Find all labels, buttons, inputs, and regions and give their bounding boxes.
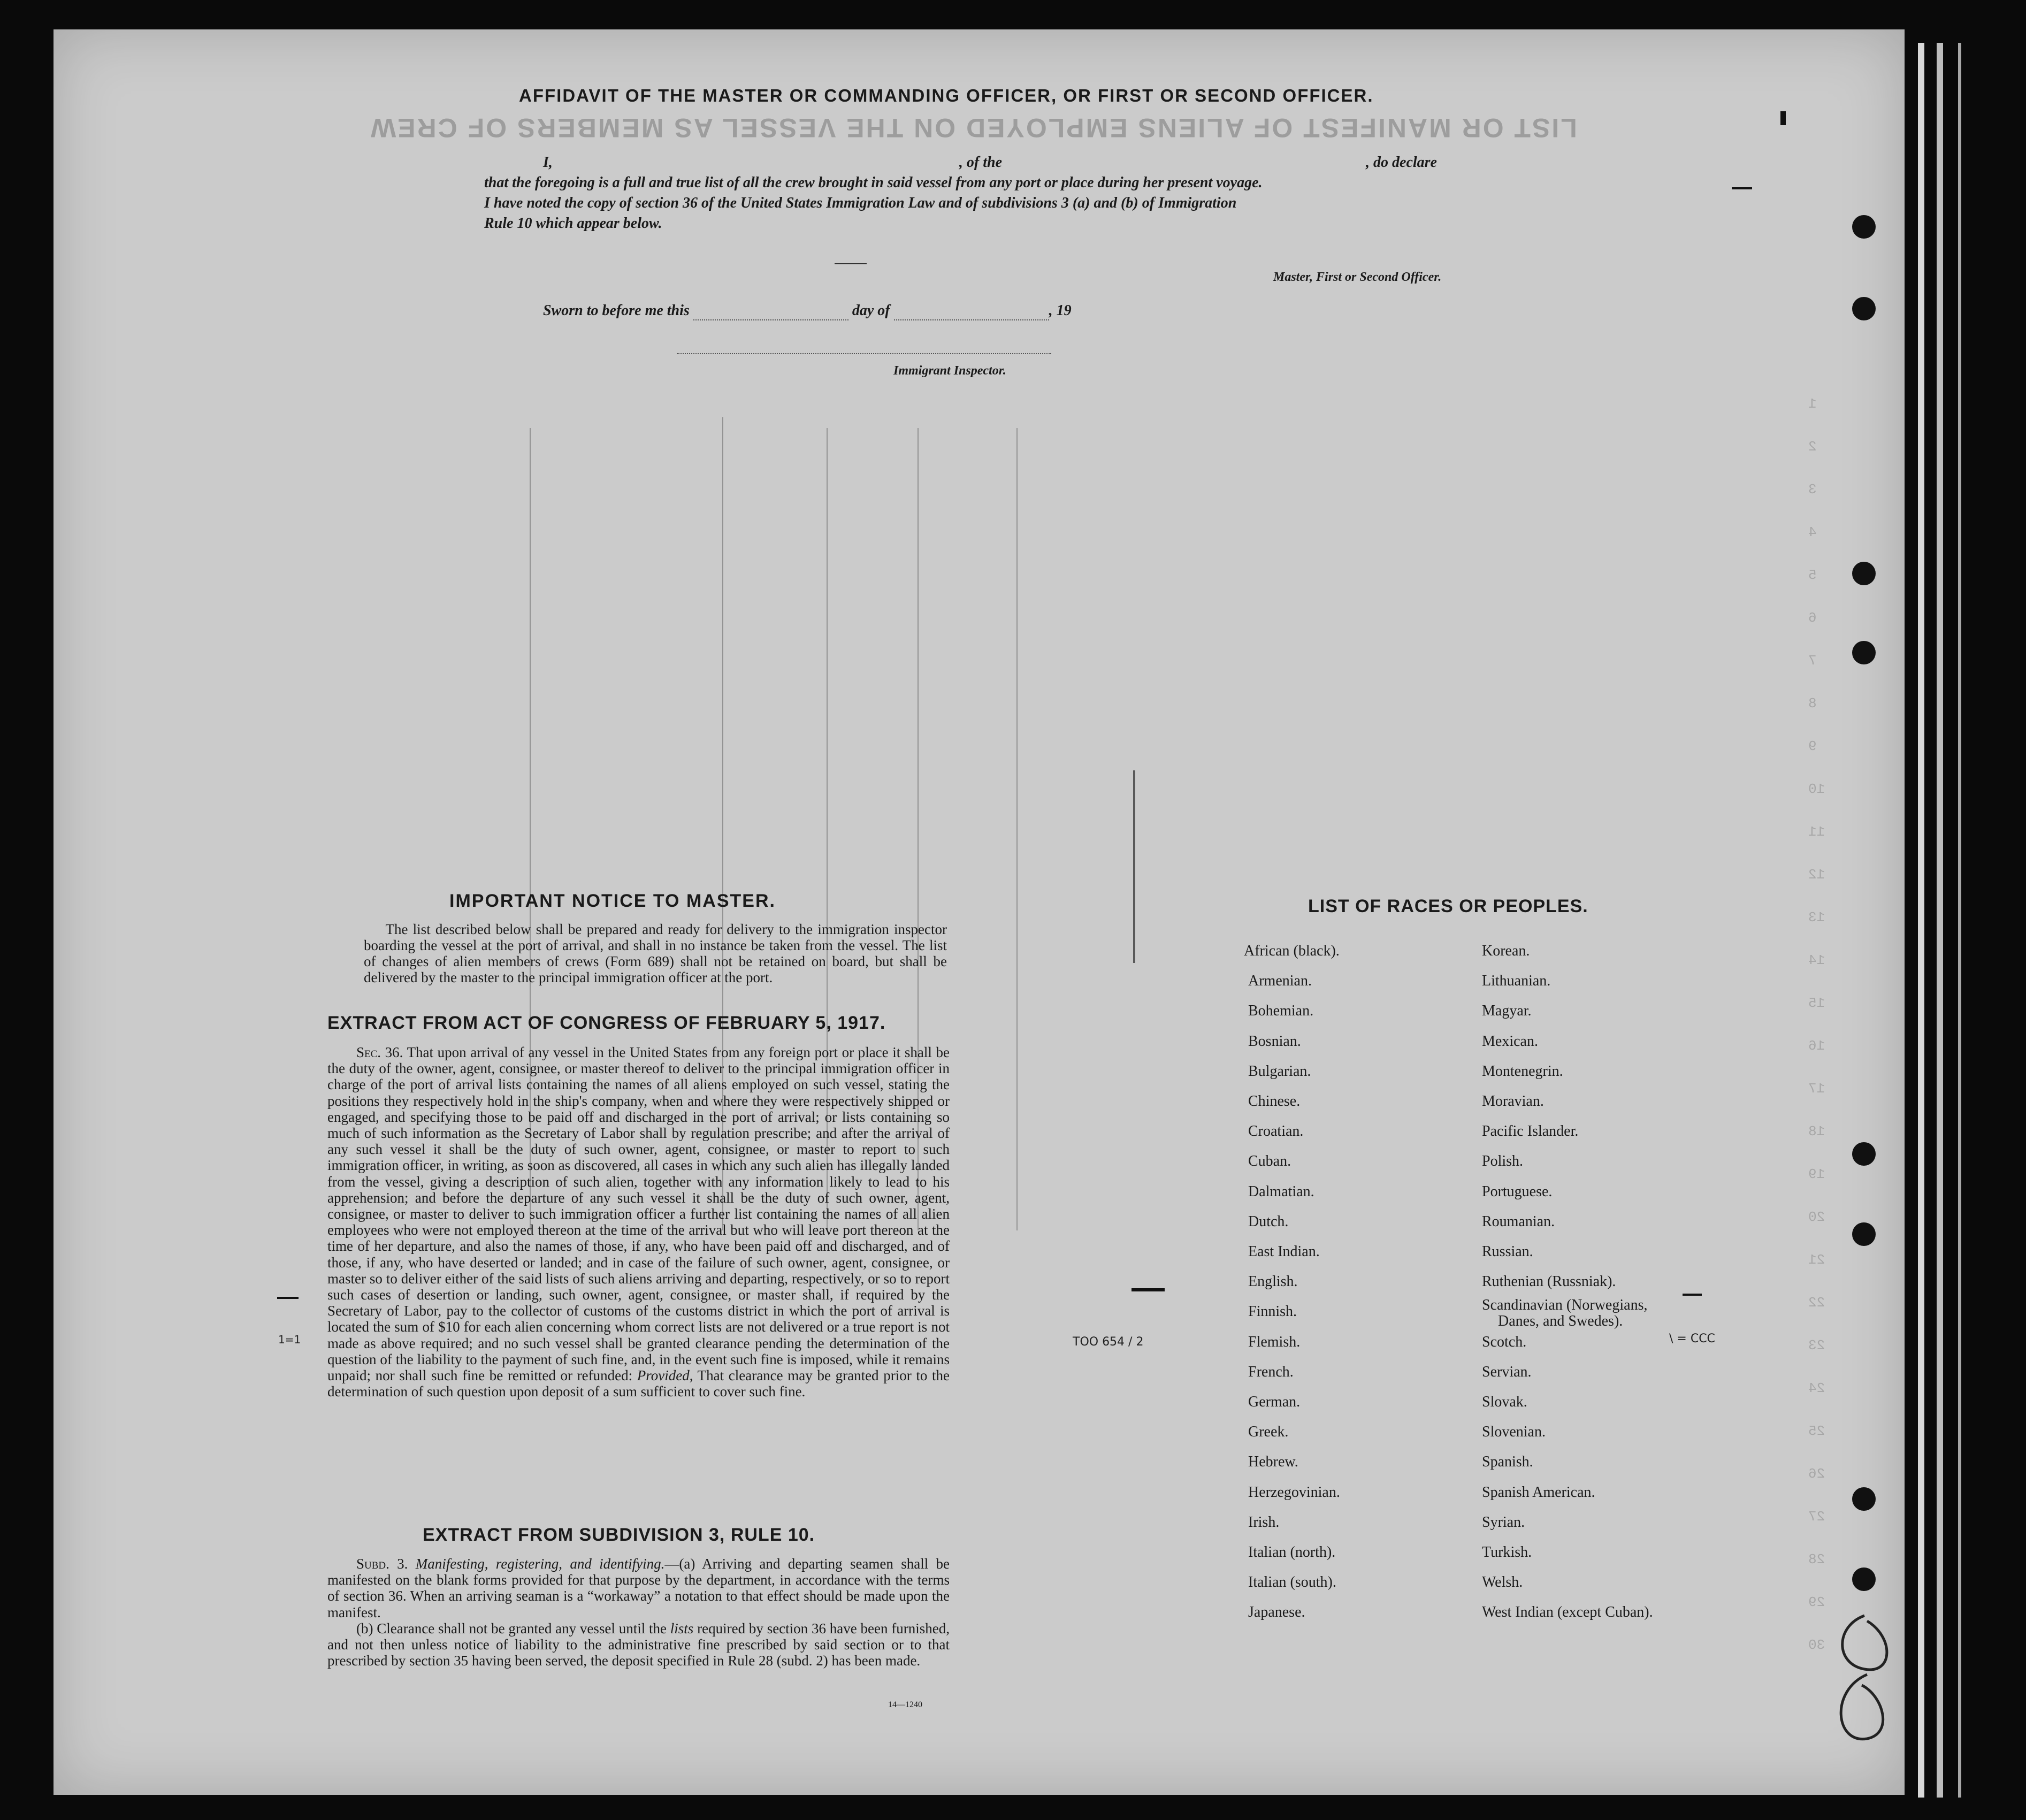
sworn-year: , 19 — [1049, 302, 1072, 319]
bleed-through-rule — [1016, 428, 1018, 1230]
bleed-through-row-number: 1 — [1808, 396, 1817, 412]
handwritten-margin-note: 1=1 — [278, 1333, 301, 1346]
race-item: Ruthenian (Russniak). — [1482, 1273, 1616, 1290]
bleed-through-row-number: 10 — [1808, 781, 1825, 797]
bleed-through-row-number: 28 — [1808, 1551, 1825, 1567]
rule-extract-body — [327, 1556, 950, 1669]
bleed-through-row-number: 14 — [1808, 952, 1825, 968]
race-item: German. — [1248, 1394, 1301, 1410]
bleed-through-row-number: 6 — [1808, 610, 1817, 626]
race-item: Syrian. — [1482, 1513, 1525, 1531]
punch-hole — [1852, 1487, 1876, 1511]
ink-dash — [1732, 187, 1752, 189]
race-item: Bulgarian. — [1248, 1062, 1311, 1080]
bleed-through-row-number: 24 — [1808, 1380, 1825, 1396]
race-item: French. — [1248, 1363, 1294, 1380]
race-item: Montenegrin. — [1482, 1062, 1563, 1080]
section-36-text-end: That clearance may be granted prior to the determination of such question upon deposit of a sum sufficient to cover such fine. — [327, 1367, 950, 1400]
bleed-through-row-number: 26 — [1808, 1466, 1825, 1482]
rule-para-a — [327, 1556, 950, 1620]
bleed-through-row-number: 4 — [1808, 524, 1817, 540]
declaration-i: I, — [543, 154, 553, 171]
race-item: Welsh. — [1482, 1574, 1523, 1591]
race-item: Slovenian. — [1482, 1424, 1546, 1441]
race-item: Armenian. — [1248, 973, 1312, 990]
race-item: Roumanian. — [1482, 1213, 1555, 1230]
race-item: Irish. — [1248, 1513, 1280, 1531]
bleed-through-row-number: 17 — [1808, 1081, 1825, 1097]
bleed-through-row-number: 13 — [1808, 909, 1825, 926]
race-item: Moravian. — [1482, 1093, 1544, 1110]
declaration-line-3: I have noted the copy of section 36 of the United States Immigration Law and of subdivisions 3 (a) and (b) of Immigration — [484, 195, 1237, 211]
rule-para-b — [327, 1620, 950, 1669]
punch-hole — [1852, 1222, 1876, 1246]
race-item: Chinese. — [1248, 1093, 1301, 1110]
bleed-through-row-number: 7 — [1808, 653, 1817, 669]
race-item: Hebrew. — [1248, 1454, 1298, 1471]
bleed-through-row-number: 25 — [1808, 1423, 1825, 1439]
race-item: Italian (north). — [1248, 1544, 1336, 1561]
notice-body: The list described below shall be prepared and ready for delivery to the immigration inspector boarding the vessel at the port of arrival, and shall in no instance be taken from the vessel. The list of changes of alien members of crews (Form 689) shall not be retained on board, but shall be delivered by the master to the principal immigration officer at the port. — [364, 921, 947, 985]
ink-dash — [1683, 1294, 1702, 1296]
affidavit-title: AFFIDAVIT OF THE MASTER OR COMMANDING OFFICER, OR FIRST OR SECOND OFFICER. — [519, 86, 1374, 105]
race-item: Polish. — [1482, 1153, 1524, 1170]
notice-title: IMPORTANT NOTICE TO MASTER. — [449, 891, 776, 911]
race-item: Finnish. — [1248, 1303, 1297, 1320]
punch-hole — [1852, 641, 1876, 664]
bleed-through-row-number: 21 — [1808, 1252, 1825, 1268]
race-item: Bosnian. — [1248, 1033, 1301, 1050]
declaration-line-4: Rule 10 which appear below. — [484, 215, 662, 232]
race-item: Bohemian. — [1248, 1003, 1314, 1020]
provided-word: Provided, — [637, 1367, 693, 1384]
race-item: Japanese. — [1248, 1604, 1305, 1621]
scrawl-stroke — [1841, 1616, 1887, 1739]
punch-hole — [1852, 1567, 1876, 1591]
race-item: Croatian. — [1248, 1123, 1304, 1140]
page-edge — [1958, 43, 1961, 1798]
handwritten-note: TOO 654 / 2 — [1073, 1335, 1144, 1349]
act-extract-body — [327, 1044, 950, 1400]
handwritten-scrawl — [1814, 1605, 1910, 1765]
punch-hole — [1852, 215, 1876, 239]
declaration-of-the: , of the — [959, 154, 1003, 171]
subd-heading: Manifesting, registering, and identifying. — [415, 1556, 665, 1572]
ink-dash — [1131, 1288, 1165, 1291]
declaration-do-declare: , do declare — [1366, 154, 1437, 171]
bleed-through-row-number: 12 — [1808, 867, 1825, 883]
race-item: Servian. — [1482, 1363, 1532, 1380]
race-item: Cuban. — [1248, 1153, 1291, 1170]
bleed-through-title: LIST OR MANIFEST OF ALIENS EMPLOYED ON THE VESSEL AS MEMBERS OF CREW — [369, 113, 1577, 143]
margin-dash — [277, 1297, 299, 1299]
section-label: Sec. 36. — [356, 1044, 403, 1060]
inspector-signature-line — [677, 353, 1051, 354]
subd-body: —(a) Arriving and departing seamen shall be manifested on the blank forms provided for that purpose by the department, in accordance with the terms of section 36. When an arriving seaman is a “workaway” a notation to that effect should be made upon the manifest. — [327, 1556, 950, 1620]
section-36-text: That upon arrival of any vessel in the United States from any foreign port or place it shall be the duty of the owner, agent, consignee, or master thereof to deliver to the principal immigration officer in charge of the port of arrival lists containing the names of all aliens employed on such vessel, stating the positions they respectively hold in the ship's company, when and where they were respectively shipped or engaged, and specifying those to be paid off and discharged in the port of arrival; or lists containing so much of such information as the Secretary of Labor shall by regulation prescribe; and after the arrival of any such vessel it shall be the duty of such owner, agent, consignee, or master to report to such immigration officer, in writing, as soon as discovered, all cases in which any such alien has illegally landed from the vessel, giving a description of such alien, together with any information likely to lead to his apprehension; and before the departure of any such vessel it shall be the duty of such owner, agent, consignee, or master to deliver to such immigration officer a further list containing the names of all alien employees who were not employed thereon at the time of the arrival but who will leave port thereon at the time of her departure, and also the names of those, if any, who have been paid off and discharged, and of those, if any, who have deserted or landed; and in case of the failure of such owner, agent, consignee, or master so to deliver either of the said lists of such aliens arriving and departing, respectively, or so to report such cases of desertion or landing, such owner, agent, consignee, or master shall, if required by the Secretary of Labor, pay to the collector of customs of the customs district in which the port of arrival is located the sum of $10 for each alien concerning whom correct lists are not delivered or a true report is not made as above required; and no such vessel shall be granted clearance pending the determination of the question of the liability to the payment of such fine, and, in the event such fine is imposed, while it remains unpaid; nor shall such fine be remitted or refunded: — [327, 1044, 950, 1384]
bleed-through-row-number: 20 — [1808, 1209, 1825, 1225]
punch-hole — [1852, 1142, 1876, 1166]
master-signature-label: Master, First or Second Officer. — [1273, 270, 1442, 284]
bleed-through-row-number: 2 — [1808, 439, 1817, 455]
race-item: English. — [1248, 1273, 1298, 1290]
para-b-text: (b) Clearance shall not be granted any vessel until the — [356, 1620, 667, 1637]
ink-mark — [1780, 111, 1786, 125]
sworn-day-of: day of — [852, 302, 890, 319]
race-item: Scandinavian (Norwegians, — [1482, 1297, 1648, 1314]
bleed-through-row-number: 9 — [1808, 738, 1817, 754]
bleed-through-row-number: 3 — [1808, 481, 1817, 498]
rule-extract-title: EXTRACT FROM SUBDIVISION 3, RULE 10. — [423, 1525, 815, 1545]
race-item: Spanish American. — [1482, 1483, 1595, 1501]
race-item: Portuguese. — [1482, 1183, 1553, 1200]
sworn-line — [543, 302, 1072, 320]
race-item: Magyar. — [1482, 1003, 1532, 1020]
race-item: West Indian (except Cuban). — [1482, 1604, 1653, 1621]
race-item: East Indian. — [1248, 1243, 1320, 1260]
bleed-through-row-number: 19 — [1808, 1166, 1825, 1182]
bleed-through-row-number: 22 — [1808, 1295, 1825, 1311]
bleed-through-row-number: 29 — [1808, 1594, 1825, 1610]
signature-line-stub — [835, 263, 867, 264]
bleed-through-row-number: 16 — [1808, 1038, 1825, 1054]
race-item: Herzegovinian. — [1248, 1483, 1340, 1501]
race-item: Russian. — [1482, 1243, 1533, 1260]
race-item: Flemish. — [1248, 1333, 1301, 1350]
sworn-text: Sworn to before me this — [543, 302, 690, 319]
document-page — [53, 29, 1905, 1795]
races-title: LIST OF RACES OR PEOPLES. — [1308, 896, 1588, 916]
declaration-line-2: that the foregoing is a full and true list of all the crew brought in said vessel from any port or place during her present voyage. — [484, 174, 1263, 191]
para-b-lists: lists — [670, 1620, 694, 1637]
declaration-line-1 — [484, 152, 1511, 173]
inspector-label: Immigrant Inspector. — [893, 364, 1006, 378]
bleed-through-row-number: 15 — [1808, 995, 1825, 1011]
page-edge — [1937, 43, 1943, 1798]
race-item: Turkish. — [1482, 1544, 1532, 1561]
para-b-text-end: required by section 36 have been furnished, and not then unless notice of liability to the administrative fine prescribed by said section or to that prescribed by section 35 having been served, the deposit specified in Rule 28 (subd. 2) has been made. — [327, 1620, 950, 1669]
bleed-through-row-number: 18 — [1808, 1123, 1825, 1140]
race-item: Greek. — [1248, 1424, 1289, 1441]
race-item: Pacific Islander. — [1482, 1123, 1579, 1140]
bleed-through-row-number: 11 — [1808, 824, 1825, 840]
race-item: Spanish. — [1482, 1454, 1533, 1471]
punch-hole — [1852, 297, 1876, 320]
bleed-through-row-number: 8 — [1808, 695, 1817, 712]
sworn-month-blank — [894, 302, 1049, 320]
race-item: Dutch. — [1248, 1213, 1289, 1230]
race-item: Slovak. — [1482, 1394, 1527, 1410]
page-edge — [1918, 43, 1924, 1798]
race-item: Korean. — [1482, 943, 1530, 959]
bleed-through-row-number: 5 — [1808, 567, 1817, 583]
bleed-through-rule — [1133, 770, 1135, 963]
race-item: Mexican. — [1482, 1033, 1538, 1050]
bleed-through-row-number: 23 — [1808, 1337, 1825, 1353]
sworn-day-blank — [693, 302, 848, 320]
race-item: Scotch. — [1482, 1333, 1527, 1350]
race-item: Italian (south). — [1248, 1574, 1336, 1591]
race-item: Lithuanian. — [1482, 973, 1551, 990]
bleed-through-row-number: 27 — [1808, 1509, 1825, 1525]
affidavit-declaration — [484, 152, 1511, 234]
act-extract-title: EXTRACT FROM ACT OF CONGRESS OF FEBRUARY 5, 1917. — [327, 1013, 886, 1033]
race-item: Dalmatian. — [1248, 1183, 1314, 1200]
form-number: 14—1240 — [888, 1700, 922, 1709]
handwritten-note: \ = CCC — [1669, 1332, 1715, 1345]
race-item: Danes, and Swedes). — [1498, 1313, 1623, 1330]
bleed-through-row-number: 30 — [1808, 1637, 1825, 1653]
race-item: African (black). — [1244, 943, 1340, 959]
subd-label: Subd. 3. — [356, 1556, 408, 1572]
punch-hole — [1852, 562, 1876, 585]
